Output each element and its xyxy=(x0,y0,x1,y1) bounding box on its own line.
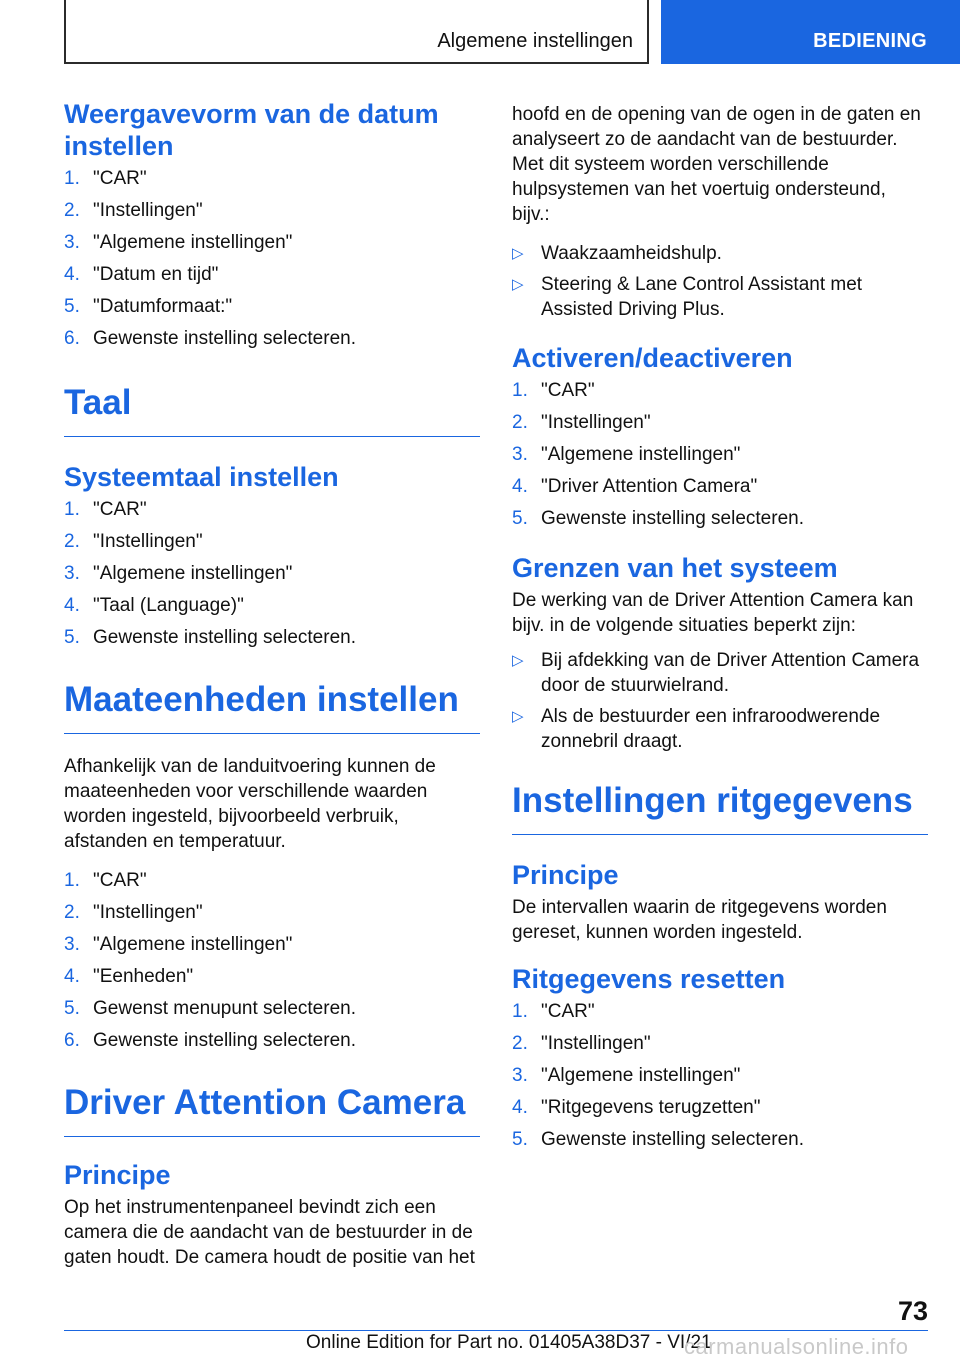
step-number: 5. xyxy=(64,627,80,648)
rit-resetten-heading: Ritgegevens resetten xyxy=(512,964,786,994)
left-column xyxy=(64,98,480,1270)
step-number: 1. xyxy=(64,870,80,891)
camera-title: Driver Attention Camera xyxy=(64,1082,480,1137)
header-section-title: Algemene instellingen xyxy=(437,30,633,52)
footer-edition: Online Edition for Part no. 01405A38D37 - VI/21 xyxy=(306,1332,712,1353)
datum-steps xyxy=(64,166,480,351)
step-text: "Eenheden" xyxy=(93,966,194,987)
taal-steps xyxy=(64,497,480,650)
step-item xyxy=(512,1127,928,1152)
rit-steps xyxy=(512,999,928,1152)
bullet-item xyxy=(512,241,928,266)
step-text: "Algemene instellingen" xyxy=(93,563,293,584)
bullet-item xyxy=(512,272,928,322)
step-text: Gewenste instelling selecteren. xyxy=(93,627,356,648)
step-number: 3. xyxy=(512,1065,528,1086)
step-item xyxy=(512,442,928,467)
step-number: 5. xyxy=(64,998,80,1019)
step-text: "CAR" xyxy=(93,168,147,189)
systeemtaal-heading: Systeemtaal instellen xyxy=(64,462,339,492)
triangle-bullet-icon: ▷ xyxy=(512,245,524,262)
step-text: "Algemene instellingen" xyxy=(541,1065,741,1086)
step-number: 2. xyxy=(512,412,528,433)
step-item xyxy=(512,1095,928,1120)
step-text: "Algemene instellingen" xyxy=(93,934,293,955)
step-text: "Instellingen" xyxy=(93,531,203,552)
step-text: "Instellingen" xyxy=(93,200,203,221)
step-number: 2. xyxy=(64,200,80,221)
step-number: 1. xyxy=(64,499,80,520)
step-text: "Driver Attention Camera" xyxy=(541,476,758,497)
step-number: 2. xyxy=(64,531,80,552)
bullet-text: Als de bestuurder een infraroodwerende zonnebril draagt. xyxy=(541,706,881,752)
step-number: 3. xyxy=(512,444,528,465)
step-item xyxy=(64,166,480,191)
step-text: Gewenste instelling selecteren. xyxy=(93,1030,356,1051)
datum-heading: Weergavevorm van de datum instellen xyxy=(64,99,439,161)
maateenheden-steps xyxy=(64,868,480,1053)
step-text: "Algemene instellingen" xyxy=(541,444,741,465)
step-number: 5. xyxy=(512,1129,528,1150)
step-item xyxy=(512,999,928,1024)
header-section-box xyxy=(64,0,649,64)
step-number: 3. xyxy=(64,563,80,584)
ritgegevens-title: Instellingen ritgegevens xyxy=(512,780,928,835)
step-item xyxy=(64,198,480,223)
step-item xyxy=(512,410,928,435)
step-number: 4. xyxy=(64,264,80,285)
step-text: "CAR" xyxy=(541,1001,595,1022)
step-number: 4. xyxy=(64,966,80,987)
step-item xyxy=(64,529,480,554)
taal-title: Taal xyxy=(64,382,480,437)
bullet-item xyxy=(512,704,928,754)
step-text: Gewenst menupunt selecteren. xyxy=(93,998,356,1019)
step-item xyxy=(64,996,480,1021)
step-number: 1. xyxy=(64,168,80,189)
page-number: 73 xyxy=(897,1296,928,1326)
step-number: 2. xyxy=(512,1033,528,1054)
step-text: "Ritgegevens terugzetten" xyxy=(541,1097,761,1118)
step-number: 5. xyxy=(512,508,528,529)
step-item xyxy=(64,262,480,287)
watermark: carmanualsonline.info xyxy=(684,1334,909,1359)
camera-bullets xyxy=(512,241,928,322)
activeren-heading: Activeren/deactiveren xyxy=(512,343,793,373)
triangle-bullet-icon: ▷ xyxy=(512,708,524,725)
step-text: "CAR" xyxy=(541,380,595,401)
grenzen-text: De werking van de Driver Attention Camera kan bijv. in de volgende situaties beperkt zijn: xyxy=(512,590,914,636)
step-item xyxy=(64,1028,480,1053)
step-item xyxy=(512,1031,928,1056)
step-item xyxy=(64,900,480,925)
triangle-bullet-icon: ▷ xyxy=(512,652,524,669)
step-number: 6. xyxy=(64,1030,80,1051)
step-text: "Datumformaat:" xyxy=(93,296,233,317)
rit-principe-text: De intervallen waarin de ritgegevens worden gereset, kunnen worden ingesteld. xyxy=(512,897,887,943)
camera-principe-heading: Principe xyxy=(64,1160,171,1190)
step-item xyxy=(512,506,928,531)
camera-continued-text: hoofd en de opening van de ogen in de gaten en analyseert zo de aandacht van de bestuurder. Met dit systeem worden verschillende hulpsystemen van het voertuig ondersteund, bijv.: xyxy=(512,104,921,225)
step-number: 1. xyxy=(512,380,528,401)
header-chapter-label: BEDIENING xyxy=(813,30,927,52)
step-text: "Taal (Language)" xyxy=(93,595,244,616)
step-item xyxy=(64,561,480,586)
right-column xyxy=(512,102,928,1159)
step-number: 4. xyxy=(512,476,528,497)
step-text: "CAR" xyxy=(93,499,147,520)
step-item xyxy=(512,1063,928,1088)
step-text: "Instellingen" xyxy=(541,1033,651,1054)
grenzen-bullets xyxy=(512,648,928,754)
grenzen-heading: Grenzen van het systeem xyxy=(512,553,838,583)
bullet-text: Steering & Lane Control Assistant met Assisted Driving Plus. xyxy=(541,274,863,320)
step-number: 6. xyxy=(64,328,80,349)
step-text: Gewenste instelling selecteren. xyxy=(541,1129,804,1150)
step-item xyxy=(64,932,480,957)
bullet-text: Bij afdekking van de Driver Attention Camera door de stuurwielrand. xyxy=(541,650,920,696)
step-item xyxy=(64,230,480,255)
step-number: 4. xyxy=(512,1097,528,1118)
step-number: 2. xyxy=(64,902,80,923)
step-item xyxy=(64,625,480,650)
step-number: 4. xyxy=(64,595,80,616)
step-text: "CAR" xyxy=(93,870,147,891)
step-number: 5. xyxy=(64,296,80,317)
step-item xyxy=(64,868,480,893)
triangle-bullet-icon: ▷ xyxy=(512,276,524,293)
step-item xyxy=(64,294,480,319)
step-number: 3. xyxy=(64,232,80,253)
step-item xyxy=(64,326,480,351)
step-text: "Datum en tijd" xyxy=(93,264,219,285)
bullet-item xyxy=(512,648,928,698)
step-text: "Algemene instellingen" xyxy=(93,232,293,253)
step-text: Gewenste instelling selecteren. xyxy=(93,328,356,349)
step-item xyxy=(64,964,480,989)
camera-principe-text: Op het instrumentenpaneel bevindt zich een camera die de aandacht van de bestuurder in de gaten houdt. De camera houdt de positie van het xyxy=(64,1197,475,1268)
step-item xyxy=(64,497,480,522)
activeren-steps xyxy=(512,378,928,531)
maateenheden-title: Maateenheden instellen xyxy=(64,679,480,734)
step-text: Gewenste instelling selecteren. xyxy=(541,508,804,529)
rit-principe-heading: Principe xyxy=(512,860,619,890)
step-text: "Instellingen" xyxy=(93,902,203,923)
step-item xyxy=(512,378,928,403)
step-item xyxy=(64,593,480,618)
bullet-text: Waakzaamheidshulp. xyxy=(541,243,722,264)
header-chapter-tab xyxy=(661,0,960,64)
step-number: 1. xyxy=(512,1001,528,1022)
footer-divider xyxy=(64,1330,928,1331)
step-text: "Instellingen" xyxy=(541,412,651,433)
step-number: 3. xyxy=(64,934,80,955)
step-item xyxy=(512,474,928,499)
maateenheden-intro: Afhankelijk van de landuitvoering kunnen de maateenheden voor verschillende waarden worden ingesteld, bijvoorbeeld verbruik, afstanden en temperatuur. xyxy=(64,756,436,852)
